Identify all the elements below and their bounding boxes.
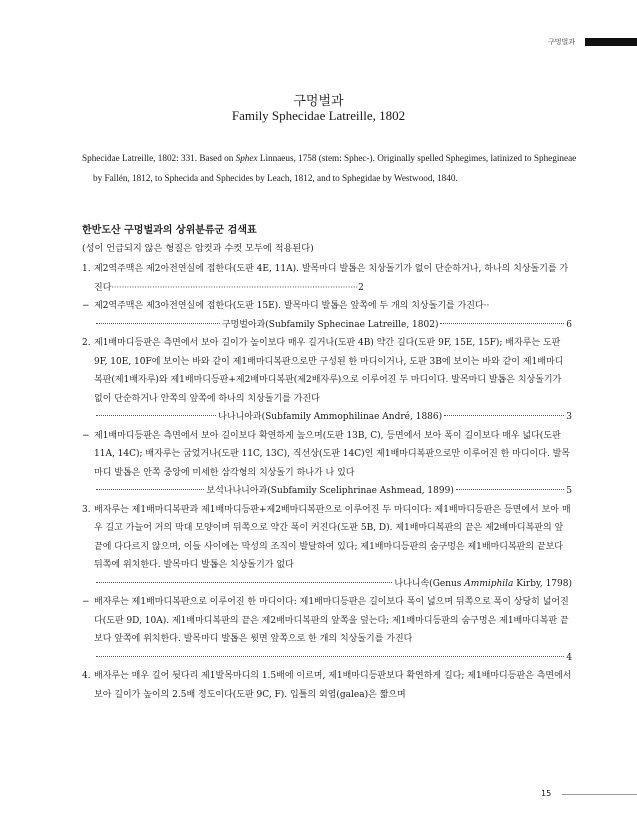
entry-text: 제2역주맥은 제2아전연실에 접한다(도판 4E, 11A). 발목마디 발톱은 치상돌기가 없이 단순하거나, 하나의 치상돌기를 가진다: [94, 264, 569, 293]
entry-target: 보석나나니아과(Subfamily Sceliphrinae Ashmead, 1899): [206, 486, 454, 496]
leader-dots: [96, 582, 392, 583]
entry-target-couplet: 6: [566, 319, 573, 330]
footer-rule: [562, 794, 637, 795]
key-entry-1-alt: [82, 297, 572, 334]
entry-marker: −: [82, 597, 90, 607]
target-suffix: Kirby, 1798): [513, 578, 572, 589]
target-prefix: 나나니속(Genus: [394, 578, 465, 589]
key-note: (성이 언급되지 않은 형질은 암컷과 수컷 모두에 적용된다): [82, 243, 314, 254]
entry-target: 2: [358, 282, 364, 293]
page-number: 15: [541, 789, 552, 798]
entry-marker: 2.: [82, 338, 91, 348]
entry-text: 배자루는 제1배마디복판과 제1배마디등판+제2배마디복판으로 이루어진 두 마디이다: 제1배마디등판은 등면에서 보아 매우 길고 가늘어 거의 막대 모양이며 뒤쪽으로 약간 폭이 커진다(도판 5B, D). 제1배마디복판의 끝은 제2배마디복판의 앞 끝에 다다르지 않으며, 이들 사이에는 막성의 조직이 발달하여 있다; 제1배마디등판의 숨구멍은 제1배마디복판의 끝보다 뒤쪽에 위치한다. 발목마디 발톱은 치상돌기가 없다: [94, 504, 571, 570]
family-title-korean: 구멍벌과: [293, 94, 344, 109]
leader-dots: [456, 489, 564, 490]
key-heading: 한반도산 구멍벌과의 상위분류군 검색표: [82, 225, 257, 236]
entry-target: 나나니아과(Subfamily Ammophilinae André, 1886): [218, 412, 443, 422]
entry-text: 배자루는 매우 길어 뒷다리 제1발목마디의 1.5배에 이르며, 제1배마디등판보다 확연하게 길다; 제1배마디등판은 측면에서 보아 길이가 높이의 2.5배 정도이다(도판 9C, F). 입틀의 외엽(galea)은 짧으며: [94, 671, 572, 700]
running-header: [548, 37, 637, 47]
entry-target: [394, 575, 572, 594]
leader-dots: ·································································································: [111, 282, 359, 292]
key-entry-2-alt: [82, 427, 572, 501]
key-entry-4: [82, 667, 572, 704]
entry-text: 배자루는 제1배마디복판으로 이루어진 한 마디이다: 제1배마디등판은 길이보다 폭이 넓으며 뒤쪽으로 폭이 상당히 넓어진다(도판 9D, 10A). 제1배마디복판의 끝은 제2배마디복판의 앞쪽을 덮는다; 제1배마디등판의 숨구멍은 제1배마디복판 끝보다 앞쪽에 위치한다. 발목마디 발톱은 윗면 앞쪽으로 한 개의 치상돌기를 가진다: [94, 597, 569, 644]
entry-text: 제2역주맥은 제3아전연실에 접한다(도판 15E). 발목마디 발톱은 앞쪽에 두 개의 치상돌기를 가진다··: [94, 301, 490, 311]
entry-target: 구멍벌아과(Subfamily Sphecinae Latreille, 1802): [221, 319, 439, 330]
family-title-english: Family Sphecidae Latreille, 1802: [231, 108, 406, 123]
entry-marker: −: [82, 301, 90, 311]
leader-dots: [444, 415, 564, 416]
key-entry-1: [82, 260, 572, 297]
synonymy-genus: Sphex: [235, 153, 258, 163]
leader-dots: [440, 323, 564, 324]
header-bar: [585, 38, 637, 46]
leader-dots: [96, 323, 220, 324]
synonymy-text-before: Sphecidae Latreille, 1802: 331. Based on: [82, 153, 236, 163]
leader-dots: [96, 415, 216, 416]
key-entry-3: [82, 501, 572, 594]
key-entry-3-alt: [82, 593, 572, 667]
entry-marker: 1.: [82, 264, 91, 274]
entry-target: 4: [566, 652, 572, 663]
entry-target-couplet: 3: [566, 412, 573, 422]
entry-text: 제1배마디등판은 측면에서 보아 길이가 높이보다 매우 길거나(도판 4B) 약간 길다(도판 9F, 15E, 15F); 배자루는 도판 9F, 10E, 10F에 보이는 바와 같이 제1배마디복판으로만 구성된 한 마디이거나, 도판 3B에 보이는 바와 같이 제1배마디복판(제1배자루)와 제1배마디등판+제2배마디복판(제2배자루)으로 이루어진 두 마디이다. 발목마디 발톱은 치상돌기가 없이 단순하거나 안쪽의 앞쪽에 하나의 치상돌기를 가진다: [94, 338, 564, 404]
entry-target-couplet: 5: [566, 486, 572, 496]
synonymy-paragraph: [82, 149, 583, 188]
identification-key: [82, 260, 572, 704]
entry-marker: 4.: [82, 671, 91, 681]
key-entry-2: [82, 334, 572, 427]
leader-dots: [96, 656, 564, 657]
entry-text: 제1배마디등판은 측면에서 보아 길이보다 확연하게 높으며(도판 13B, C), 등면에서 보아 폭이 길이보다 매우 넓다(도판 11A, 14C); 배자루는 굽었거나(도판 11C, 13C), 직선상(도판 14C)인 제1배마디복판으로만 이루어진 한 마디이다. 발목마디 발톱은 안쪽 중앙에 미세한 삼각형의 치상돌기 하나가 나 있다: [94, 430, 571, 478]
entry-marker: −: [82, 430, 90, 441]
running-title: 구멍벌과: [547, 38, 575, 46]
synonymy-text-after: Linnaeus, 1758 (stem: Sphec-). Originally spelled Sphegimes, latinized to Sphegineae by Fallén, 1812, to Sphecida and Sphecides by Leach, 1812, and to Sphegidae by Westwood, 1840.: [93, 153, 577, 183]
entry-marker: 3.: [82, 504, 91, 515]
target-genus: Ammiphila: [464, 578, 514, 589]
leader-dots: [96, 489, 204, 490]
